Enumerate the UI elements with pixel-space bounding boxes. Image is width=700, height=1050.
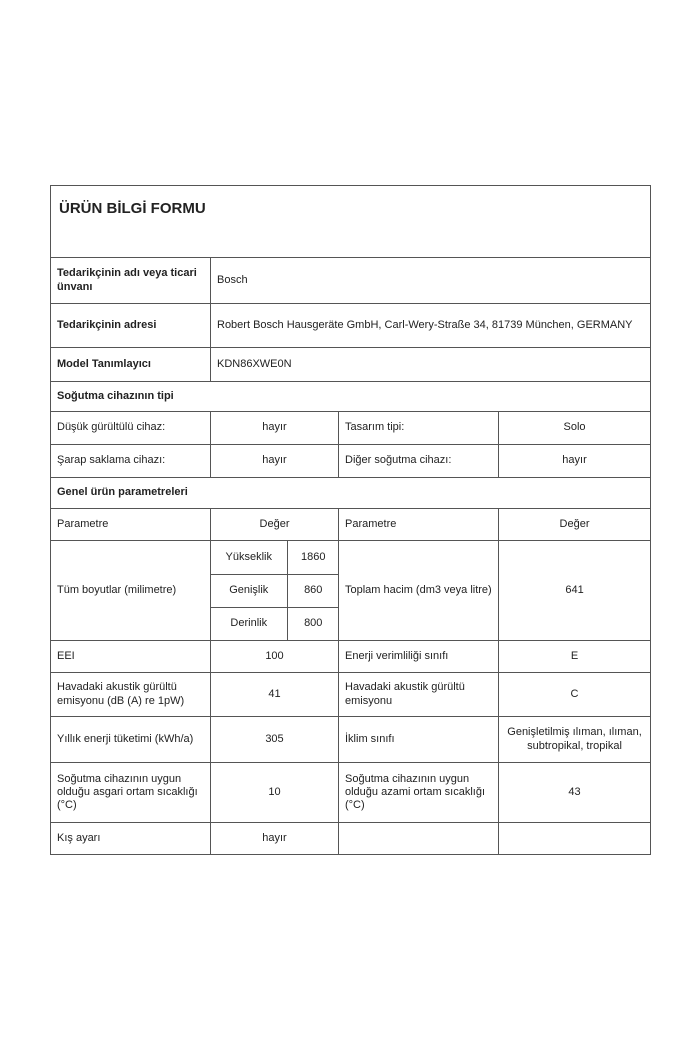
design-type-value: Solo — [499, 412, 651, 445]
width-value: 860 — [287, 574, 339, 607]
design-type-label: Tasarım tipi: — [339, 412, 499, 445]
low-noise-value: hayır — [211, 412, 339, 445]
width-label: Genişlik — [211, 574, 287, 607]
depth-label: Derinlik — [211, 607, 287, 640]
noise-emission-label: Havadaki akustik gürültü emisyonu (dB (A) re 1pW) — [51, 673, 211, 717]
model-value: KDN86XWE0N — [211, 348, 651, 382]
total-volume-value: 641 — [499, 541, 651, 641]
min-temp-label: Soğutma cihazının uygun olduğu asgari ortam sıcaklığı (°C) — [51, 763, 211, 823]
section-heading-general: Genel ürün parametreleri — [51, 478, 651, 509]
param-header: Parametre — [51, 509, 211, 541]
form-title: ÜRÜN BİLGİ FORMU — [51, 186, 651, 258]
noise-emission-value: 41 — [211, 673, 339, 717]
annual-energy-label: Yıllık enerji tüketimi (kWh/a) — [51, 717, 211, 763]
low-noise-label: Düşük gürültülü cihaz: — [51, 412, 211, 445]
climate-class-value: Genişletilmiş ılıman, ılıman, subtropikal, tropikal — [499, 717, 651, 763]
winter-setting-label: Kış ayarı — [51, 823, 211, 855]
supplier-name-label: Tedarikçinin adı veya ticari ünvanı — [51, 258, 211, 304]
annual-energy-value: 305 — [211, 717, 339, 763]
max-temp-value: 43 — [499, 763, 651, 823]
value-header: Değer — [211, 509, 339, 541]
param-header: Parametre — [339, 509, 499, 541]
winter-setting-value: hayır — [211, 823, 339, 855]
value-header: Değer — [499, 509, 651, 541]
other-appliance-label: Diğer soğutma cihazı: — [339, 445, 499, 478]
supplier-name-value: Bosch — [211, 258, 651, 304]
wine-storage-label: Şarap saklama cihazı: — [51, 445, 211, 478]
energy-class-value: E — [499, 641, 651, 673]
min-temp-value: 10 — [211, 763, 339, 823]
supplier-address-value: Robert Bosch Hausgeräte GmbH, Carl-Wery-Straße 34, 81739 München, GERMANY — [211, 304, 651, 348]
climate-class-label: İklim sınıfı — [339, 717, 499, 763]
eei-label: EEI — [51, 641, 211, 673]
dimensions-label: Tüm boyutlar (milimetre) — [51, 541, 211, 641]
height-value: 1860 — [287, 541, 339, 574]
height-label: Yükseklik — [211, 541, 287, 574]
model-label: Model Tanımlayıcı — [51, 348, 211, 382]
energy-class-label: Enerji verimliliği sınıfı — [339, 641, 499, 673]
total-volume-label: Toplam hacim (dm3 veya litre) — [339, 541, 499, 641]
other-appliance-value: hayır — [499, 445, 651, 478]
empty-cell — [499, 823, 651, 855]
product-info-form — [50, 185, 651, 855]
depth-value: 800 — [287, 607, 339, 640]
eei-value: 100 — [211, 641, 339, 673]
empty-cell — [339, 823, 499, 855]
dimensions-cell — [211, 541, 339, 641]
section-heading-type: Soğutma cihazının tipi — [51, 382, 651, 412]
dimensions-table — [211, 541, 339, 640]
supplier-address-label: Tedarikçinin adresi — [51, 304, 211, 348]
noise-class-label: Havadaki akustik gürültü emisyonu — [339, 673, 499, 717]
max-temp-label: Soğutma cihazının uygun olduğu azami ortam sıcaklığı (°C) — [339, 763, 499, 823]
wine-storage-value: hayır — [211, 445, 339, 478]
noise-class-value: C — [499, 673, 651, 717]
